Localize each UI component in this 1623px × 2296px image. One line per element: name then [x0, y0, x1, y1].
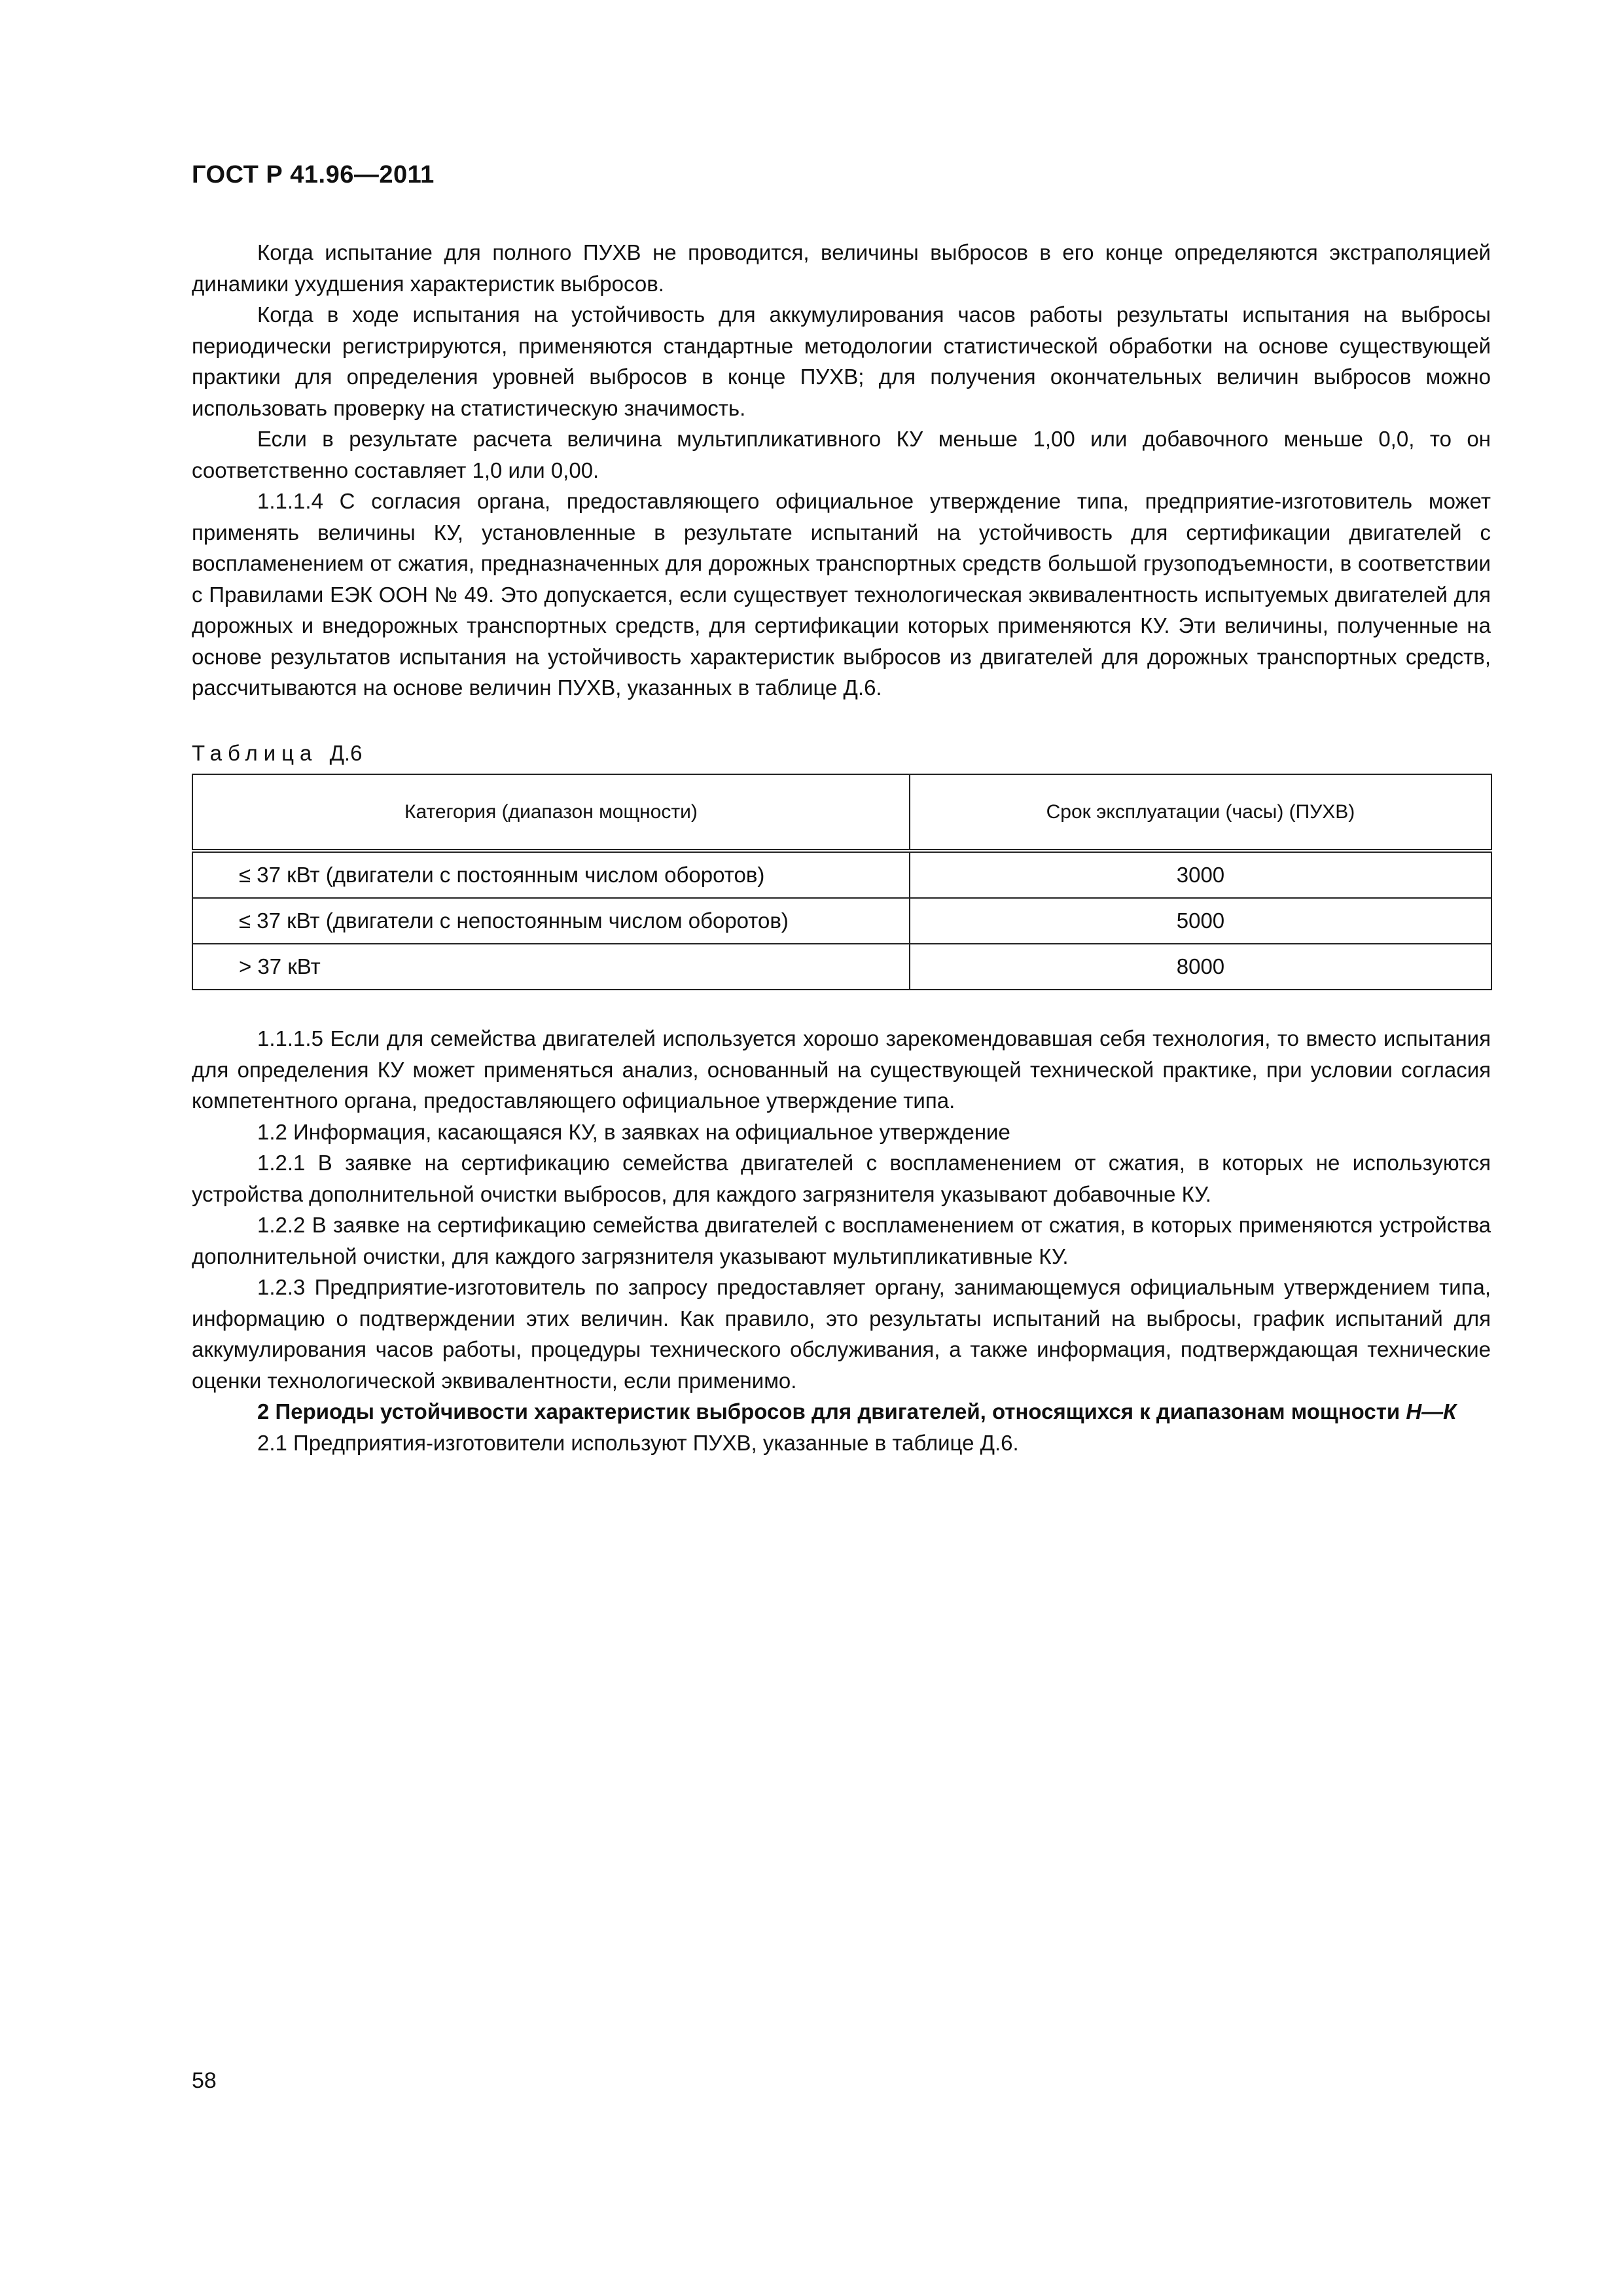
- table-caption: [192, 741, 362, 766]
- table-cell-value: 3000: [910, 851, 1491, 898]
- paragraph: Когда испытание для полного ПУХВ не проводится, величины выбросов в его конце определяются экстраполяцией динамики ухудшения характеристик выбросов.: [192, 240, 1491, 296]
- paragraph: 1.2.2 В заявке на сертификацию семейства двигателей с воспламенением от сжатия, в которых применяются устройства дополнительной очистки, для каждого загрязнителя указывают мультипликативные КУ.: [192, 1213, 1491, 1268]
- bottom-text-block: [192, 1023, 1491, 1458]
- paragraph: 1.2 Информация, касающаяся КУ, в заявках на официальное утверждение: [257, 1119, 1010, 1144]
- paragraph: 1.2.3 Предприятие-изготовитель по запросу предоставляет органу, занимающемуся официальным утверждением типа, информацию о подтверждении этих величин. Как правило, это результаты испытаний на выбросы, график испытаний для аккумулирования часов работы, процедуры технического обслуживания, а также информация, подтверждающая технические оценки технологической эквивалентности, если применимо.: [192, 1275, 1491, 1393]
- top-text-block: [192, 237, 1491, 704]
- document-header: ГОСТ Р 41.96—2011: [192, 161, 435, 188]
- table-row: [192, 944, 1491, 990]
- table-header-row: [192, 774, 1491, 851]
- table-caption-word: Таблица: [192, 741, 318, 765]
- paragraph: 1.1.1.5 Если для семейства двигателей используется хорошо зарекомендовавшая себя технология, то вместо испытания для определения КУ может применяться анализ, основанный на существующей технической практике, при условии согласия компетентного органа, предоставляющего официальное утверждение типа.: [192, 1026, 1491, 1113]
- page-number: 58: [192, 2068, 217, 2093]
- table-cell-value: 5000: [910, 898, 1491, 944]
- table-cell-value: 8000: [910, 944, 1491, 990]
- column-header-category: Категория (диапазон мощности): [192, 774, 910, 851]
- table-cell-category: > 37 кВт: [192, 944, 910, 990]
- table-row: [192, 898, 1491, 944]
- section-heading-text: 2 Периоды устойчивости характеристик выбросов для двигателей, относящихся к диапазонам мощности: [257, 1399, 1406, 1424]
- paragraph: Если в результате расчета величина мультипликативного КУ меньше 1,00 или добавочного меньше 0,0, то он соответственно составляет 1,0 или 0,00.: [192, 427, 1491, 482]
- table-caption-number: Д.6: [329, 741, 363, 765]
- table-cell-category: ≤ 37 кВт (двигатели с постоянным числом оборотов): [192, 851, 910, 898]
- paragraph: 1.1.1.4 С согласия органа, предоставляющего официальное утверждение типа, предприятие-изготовитель может применять величины КУ, установленные в результате испытаний на устойчивость для сертификации двигателей с воспламенением от сжатия, предназначенных для дорожных транспортных средств большой грузоподъемности, в соответствии с Правилами ЕЭК ООН № 49. Это допускается, если существует технологическая эквивалентность испытуемых двигателей для дорожных и внедорожных транспортных средств, для сертификации которых применяются КУ. Эти величины, полученные на основе результатов испытания на устойчивость характеристик выбросов из двигателей для дорожных транспортных средств, рассчитываются на основе величин ПУХВ, указанных в таблице Д.6.: [192, 489, 1491, 700]
- section-heading: [192, 1396, 1491, 1427]
- table-row: [192, 851, 1491, 898]
- table-cell-category: ≤ 37 кВт (двигатели с непостоянным числом оборотов): [192, 898, 910, 944]
- paragraph: 2.1 Предприятия-изготовители используют ПУХВ, указанные в таблице Д.6.: [257, 1430, 1019, 1455]
- table-d6: [192, 774, 1492, 990]
- column-header-service-life: Срок эксплуатации (часы) (ПУХВ): [910, 774, 1491, 851]
- paragraph: Когда в ходе испытания на устойчивость для аккумулирования часов работы результаты испытания на выбросы периодически регистрируются, применяются стандартные методологии статистической обработки на основе существующей практики для определения уровней выбросов в конце ПУХВ; для получения окончательных величин выбросов можно использовать проверку на статистическую значимость.: [192, 302, 1491, 420]
- section-heading-range: Н—К: [1406, 1399, 1457, 1424]
- paragraph: 1.2.1 В заявке на сертификацию семейства двигателей с воспламенением от сжатия, в которых не используются устройства дополнительной очистки выбросов, для каждого загрязнителя указывают добавочные КУ.: [192, 1151, 1491, 1206]
